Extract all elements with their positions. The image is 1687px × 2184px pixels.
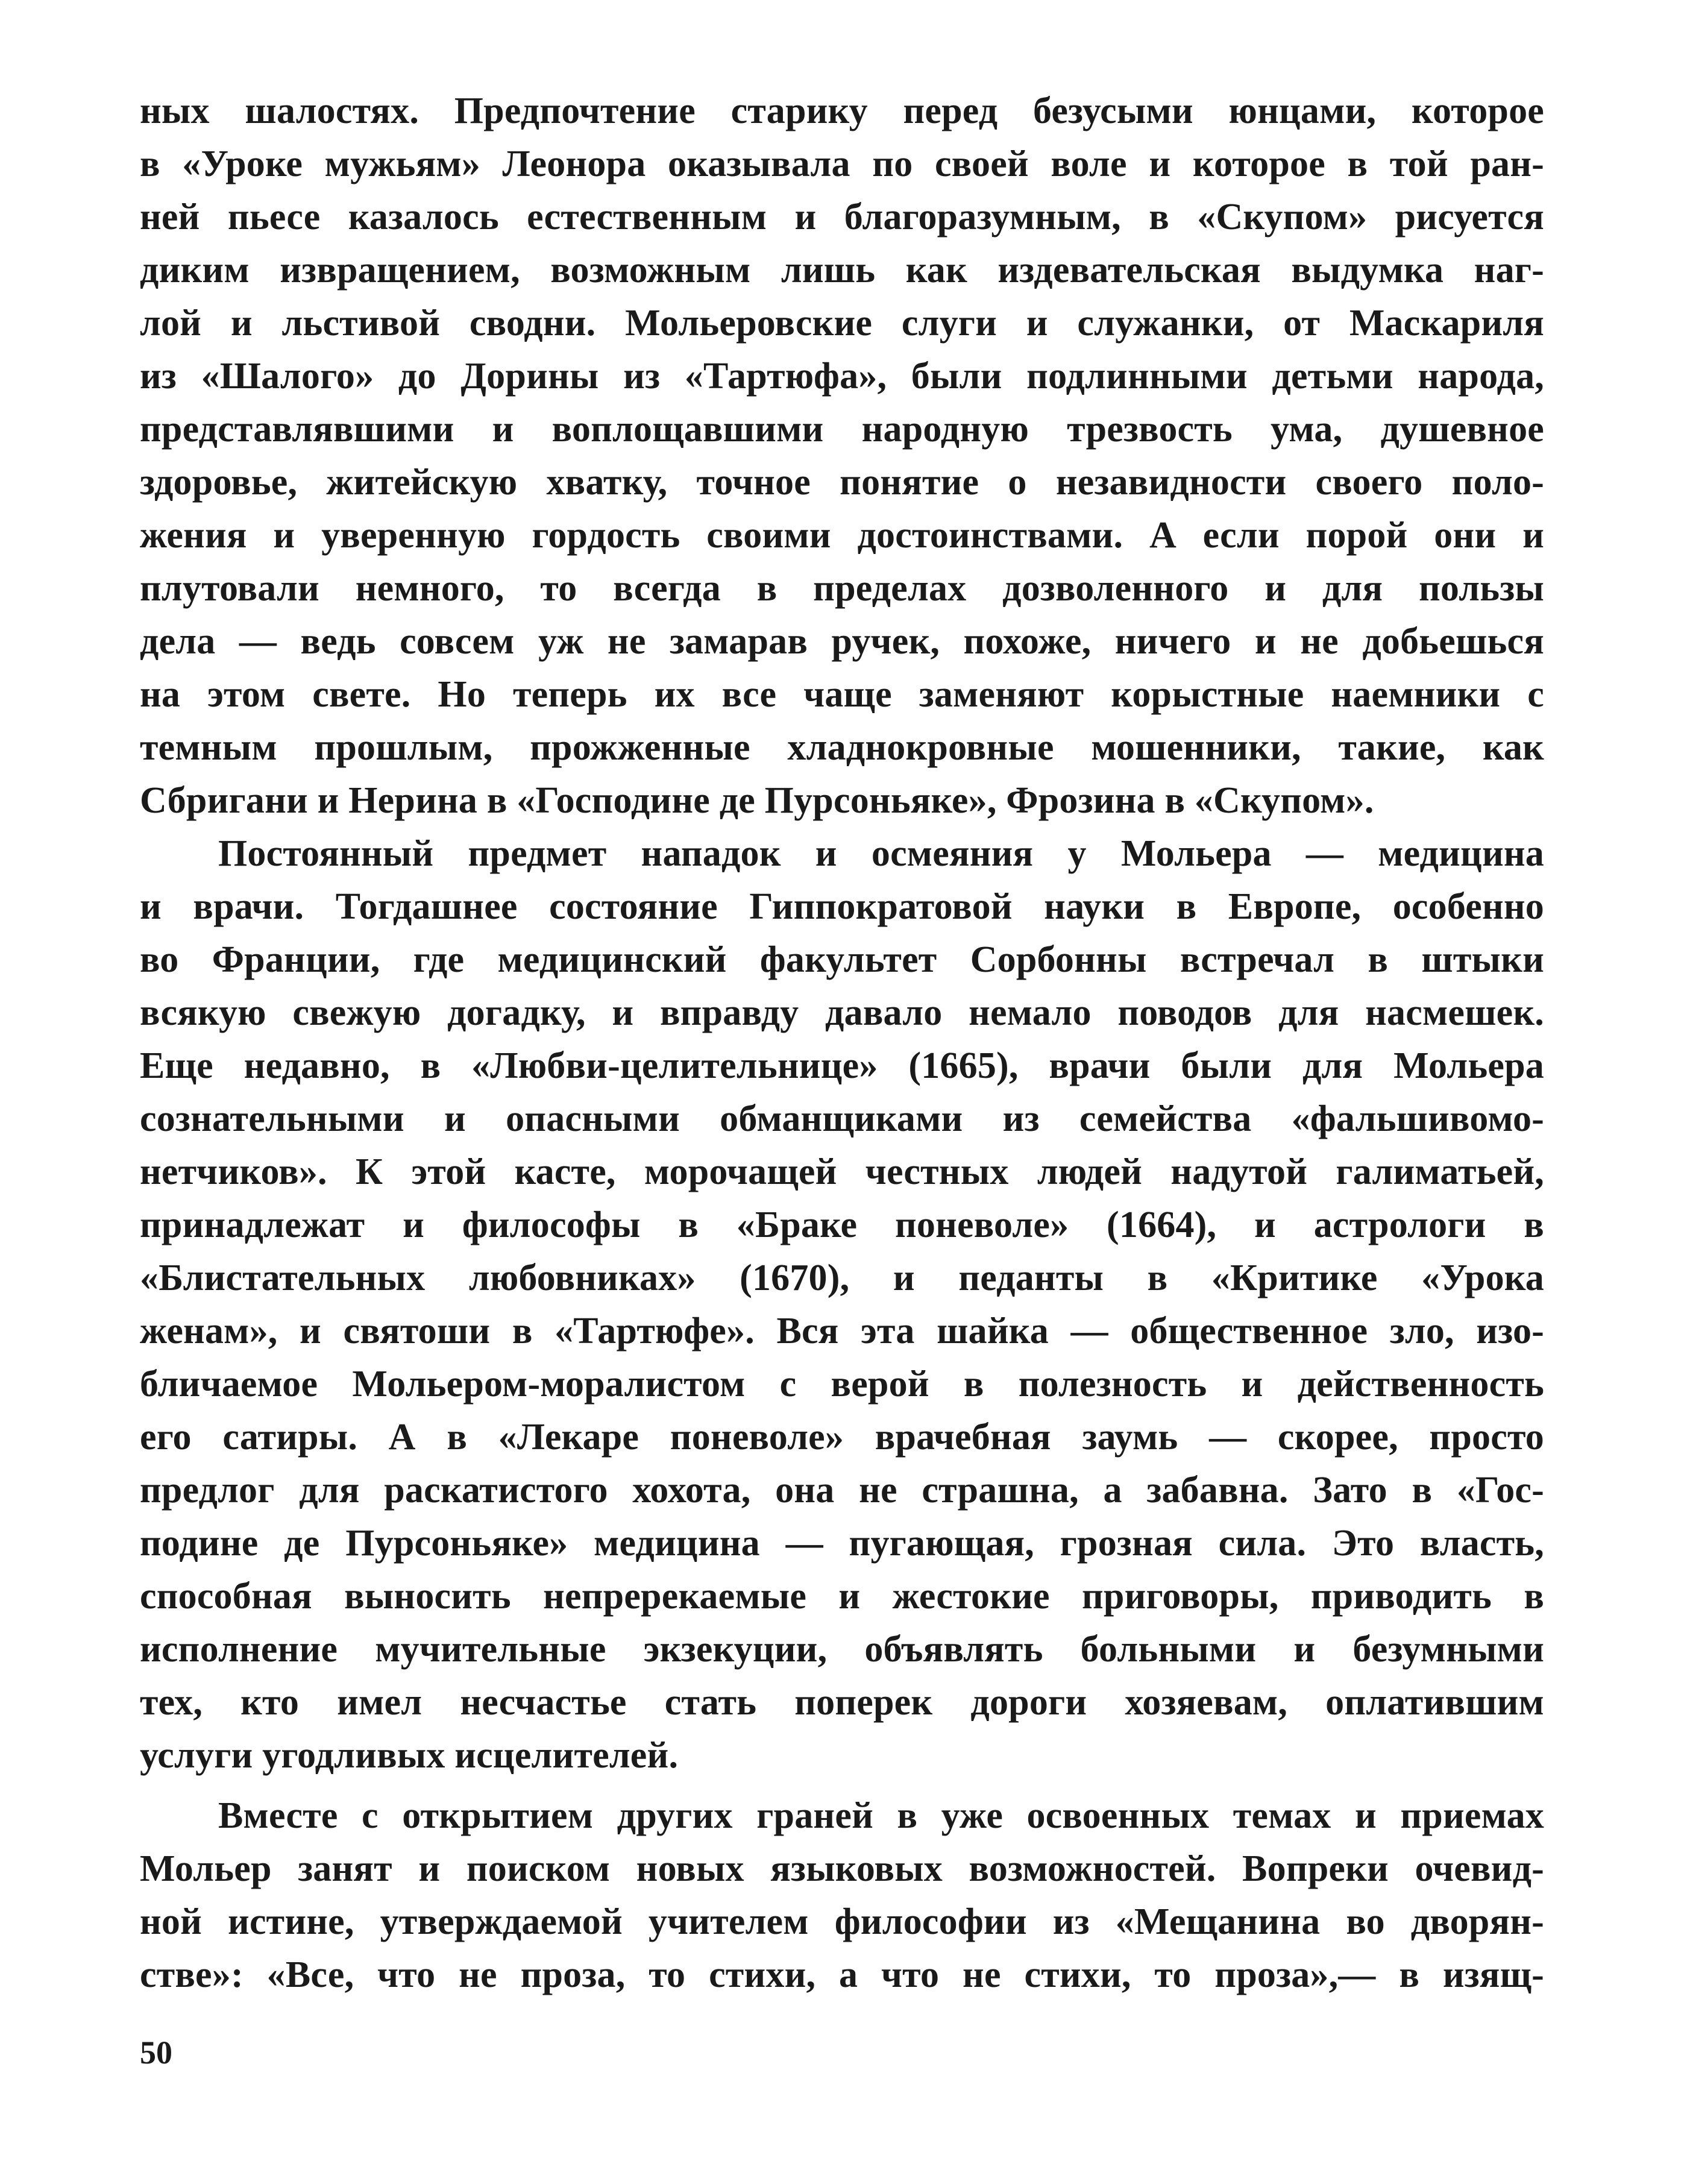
text-line: Еще недавно, в «Любви-целительнице» (1665), врачи были для Мольера — [140, 1045, 1544, 1086]
text-line: здоровье, житейскую хватку, точное понятие о незавидности своего поло- — [140, 462, 1544, 503]
text-line: Сбригани и Нерина в «Господине де Пурсоньяке», Фрозина в «Скупом». — [140, 780, 1374, 821]
text-line: стве»: «Все, что не проза, то стихи, а что не стихи, то проза»,— в изящ- — [140, 1954, 1544, 1995]
text-line: темным прошлым, прожженные хладнокровные мошенники, такие, как — [140, 727, 1544, 768]
text-line: лой и льстивой сводни. Мольеровские слуги и служанки, от Маскариля — [140, 303, 1544, 344]
text-line: и врачи. Тогдашнее состояние Гиппократовой науки в Европе, особенно — [140, 886, 1544, 927]
text-line: принадлежат и философы в «Браке поневоле» (1664), и астрологи в — [140, 1204, 1544, 1245]
text-line: всякую свежую догадку, и вправду давало немало поводов для насмешек. — [140, 992, 1544, 1033]
text-line: в «Уроке мужьям» Леонора оказывала по своей воле и которое в той ран- — [140, 143, 1544, 184]
text-line: нетчиков». К этой касте, морочащей честных людей надутой галиматьей, — [140, 1151, 1544, 1192]
paragraph-3 — [140, 1789, 1544, 2001]
text-line: на этом свете. Но теперь их все чаще заменяют корыстные наемники с — [140, 674, 1544, 715]
text-line: женам», и святоши в «Тартюфе». Вся эта шайка — общественное зло, изо- — [140, 1311, 1544, 1352]
text-line: сознательными и опасными обманщиками из семейства «фальшивомо- — [140, 1098, 1544, 1139]
text-line: его сатиры. А в «Лекаре поневоле» врачебная заумь — скорее, просто — [140, 1417, 1544, 1458]
text-line: предлог для раскатистого хохота, она не страшна, а забавна. Зато в «Гос- — [140, 1470, 1544, 1511]
text-line: «Блистательных любовниках» (1670), и педанты в «Критике «Урока — [140, 1257, 1544, 1298]
text-line: подине де Пурсоньяке» медицина — пугающая, грозная сила. Это власть, — [140, 1523, 1544, 1564]
text-line: дела — ведь совсем уж не замарав ручек, похоже, ничего и не добьешься — [140, 621, 1544, 662]
text-line: бличаемое Мольером-моралистом с верой в полезность и действенность — [140, 1364, 1544, 1405]
text-line: ной истине, утверждаемой учителем философии из «Мещанина во дворян- — [140, 1901, 1544, 1942]
text-line: представлявшими и воплощавшими народную трезвость ума, душевное — [140, 409, 1544, 450]
text-line: Вместе с открытием других граней в уже освоенных темах и приемах — [218, 1795, 1544, 1836]
paragraph-1 — [140, 84, 1544, 827]
text-line: тех, кто имел несчастье стать поперек дороги хозяевам, оплатившим — [140, 1682, 1544, 1723]
text-line: во Франции, где медицинский факультет Сорбонны встречал в штыки — [140, 939, 1544, 980]
text-line: из «Шалого» до Дорины из «Тартюфа», были подлинными детьми народа, — [140, 356, 1544, 397]
text-line: диким извращением, возможным лишь как издевательская выдумка наг- — [140, 250, 1544, 291]
text-line: Мольер занят и поиском новых языковых возможностей. Вопреки очевид- — [140, 1848, 1544, 1889]
text-line: способная выносить непререкаемые и жестокие приговоры, приводить в — [140, 1576, 1544, 1617]
text-line: услуги угодливых исцелителей. — [140, 1735, 679, 1776]
text-line: ных шалостях. Предпочтение старику перед безусыми юнцами, которое — [140, 90, 1544, 131]
text-line: Постоянный предмет нападок и осмеяния у Мольера — медицина — [218, 833, 1544, 874]
body-text — [140, 84, 1544, 2001]
text-line: жения и уверенную гордость своими достоинствами. А если порой они и — [140, 515, 1544, 556]
page-number: 50 — [140, 2035, 172, 2071]
text-line: плутовали немного, то всегда в пределах дозволенного и для пользы — [140, 568, 1544, 609]
paragraph-2 — [140, 827, 1544, 1782]
text-line: ней пьесе казалось естественным и благоразумным, в «Скупом» рисуется — [140, 197, 1544, 238]
paragraph-gap — [140, 1782, 1544, 1789]
text-line: исполнение мучительные экзекуции, объявлять больными и безумными — [140, 1629, 1544, 1670]
